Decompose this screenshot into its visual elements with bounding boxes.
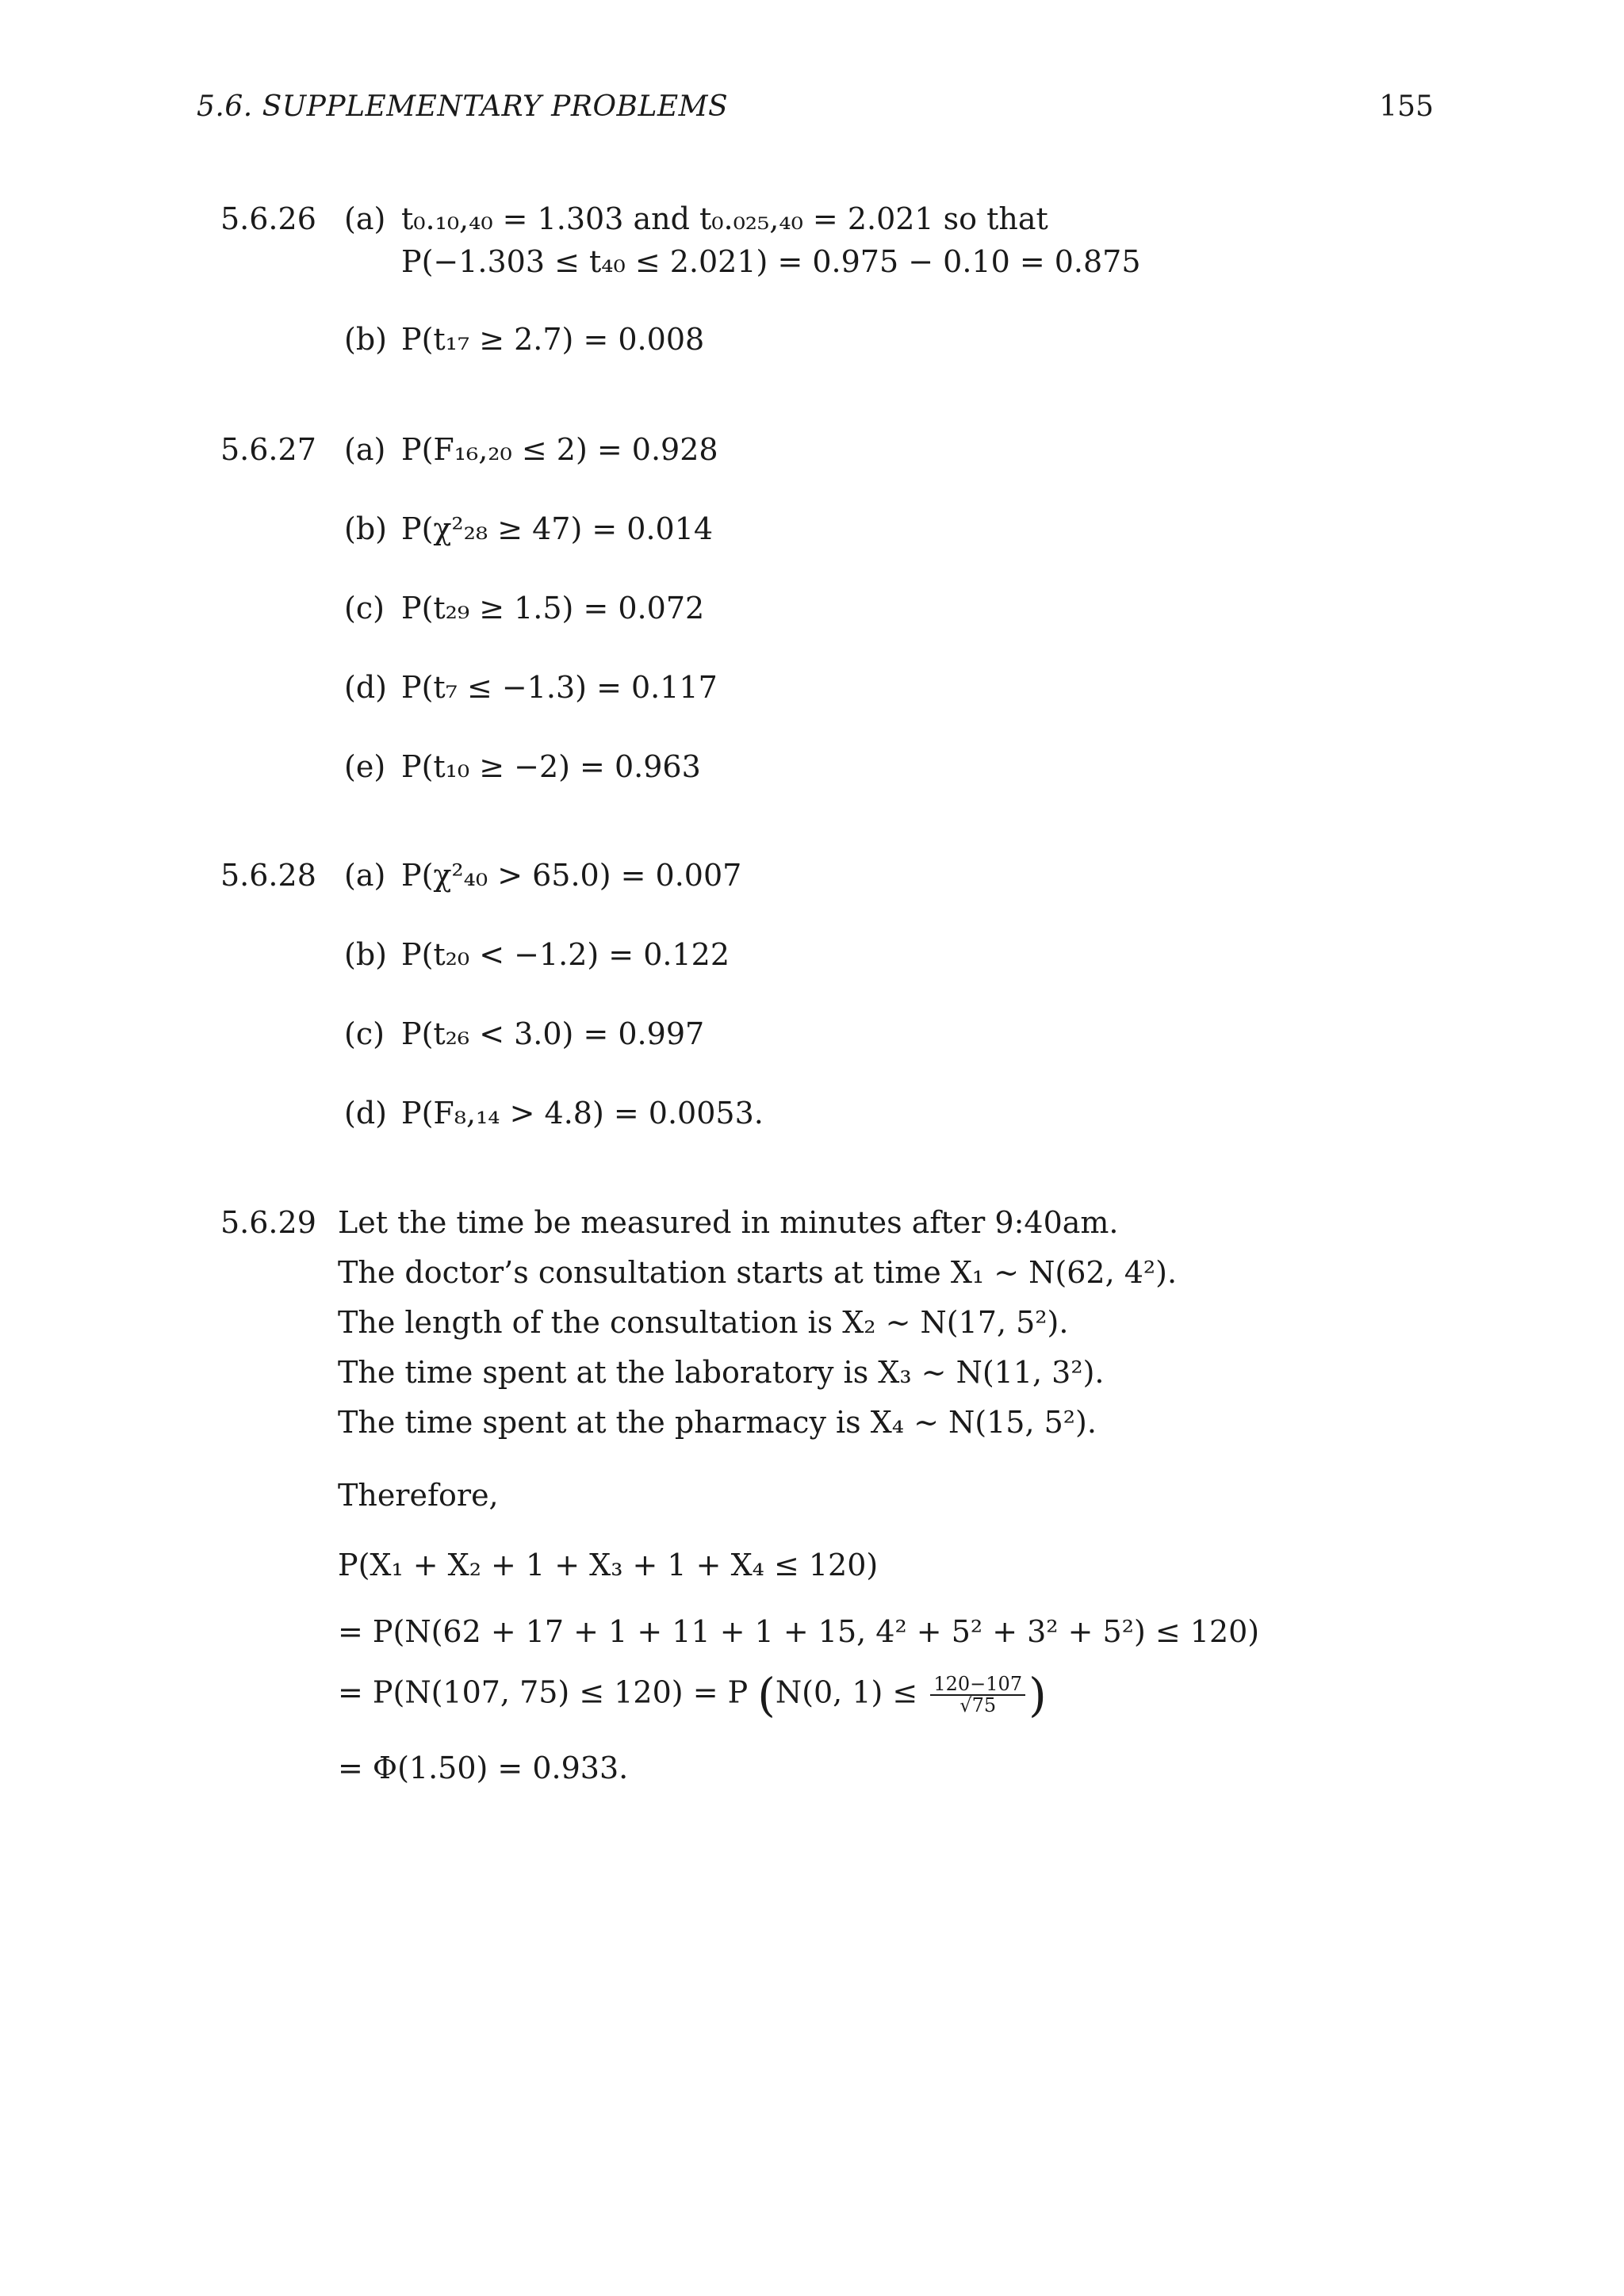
part-label: (d) (344, 670, 387, 705)
part-label: (b) (344, 511, 387, 546)
part-label: (c) (344, 1016, 385, 1051)
problem-number: 5.6.29 (220, 1205, 316, 1240)
part-label: (c) (344, 591, 385, 626)
solution-line: P(F₈,₁₄ > 4.8) = 0.0053. (401, 1096, 764, 1131)
solution-line: P(t₁₇ ≥ 2.7) = 0.008 (401, 322, 705, 357)
solution-line: t₀.₁₀,₄₀ = 1.303 and t₀.₀₂₅,₄₀ = 2.021 so that (401, 201, 1048, 236)
equation-segment: = P(N(107, 75) ≤ 120) = P (338, 1674, 749, 1710)
fraction-denominator: √75 (959, 1694, 997, 1717)
fraction (930, 1674, 1025, 1716)
solution-line: P(t₇ ≤ −1.3) = 0.117 (401, 670, 718, 705)
part-label: (d) (344, 1096, 387, 1131)
solution-line: P(t₂₉ ≥ 1.5) = 0.072 (401, 591, 705, 626)
part-label: (b) (344, 937, 387, 972)
problem-number: 5.6.28 (220, 858, 316, 893)
problem-number: 5.6.27 (220, 432, 316, 467)
running-header: 5.6. SUPPLEMENTARY PROBLEMS (197, 90, 729, 123)
solution-line: P(t₂₀ < −1.2) = 0.122 (401, 937, 730, 972)
equation-line: = Φ(1.50) = 0.933. (338, 1751, 629, 1785)
problem-number: 5.6.26 (220, 201, 316, 236)
solution-line: Let the time be measured in minutes after 9:40am. (338, 1205, 1119, 1240)
solution-line: The doctor’s consultation starts at time X₁ ∼ N(62, 4²). (338, 1255, 1178, 1290)
equation-line (338, 1667, 1047, 1722)
left-paren: ( (757, 1667, 776, 1722)
part-label: (a) (344, 201, 386, 236)
solution-line: P(t₁₀ ≥ −2) = 0.963 (401, 749, 701, 784)
part-label: (a) (344, 432, 386, 467)
part-label: (a) (344, 858, 386, 893)
equation-segment: N(0, 1) ≤ (775, 1674, 918, 1710)
solution-line: P(t₂₆ < 3.0) = 0.997 (401, 1016, 705, 1051)
solution-line: P(χ²₂₈ ≥ 47) = 0.014 (401, 511, 714, 546)
right-paren: ) (1028, 1667, 1047, 1722)
fraction-numerator: 120−107 (930, 1674, 1025, 1696)
equation-line: P(X₁ + X₂ + 1 + X₃ + 1 + X₄ ≤ 120) (338, 1548, 879, 1582)
page-number: 155 (1379, 90, 1434, 123)
equation-line: = P(N(62 + 17 + 1 + 11 + 1 + 15, 4² + 5² + 3² + 5²) ≤ 120) (338, 1614, 1260, 1649)
part-label: (e) (344, 749, 386, 784)
solution-line: The length of the consultation is X₂ ∼ N(17, 5²). (338, 1305, 1069, 1340)
solution-line: Therefore, (338, 1478, 499, 1513)
solution-line: P(χ²₄₀ > 65.0) = 0.007 (401, 858, 742, 893)
solution-line: P(−1.303 ≤ t₄₀ ≤ 2.021) = 0.975 − 0.10 = 0.875 (401, 244, 1141, 279)
part-label: (b) (344, 322, 387, 357)
solution-line: The time spent at the pharmacy is X₄ ∼ N(15, 5²). (338, 1405, 1097, 1440)
solution-line: P(F₁₆,₂₀ ≤ 2) = 0.928 (401, 432, 718, 467)
solution-line: The time spent at the laboratory is X₃ ∼ N(11, 3²). (338, 1355, 1105, 1390)
